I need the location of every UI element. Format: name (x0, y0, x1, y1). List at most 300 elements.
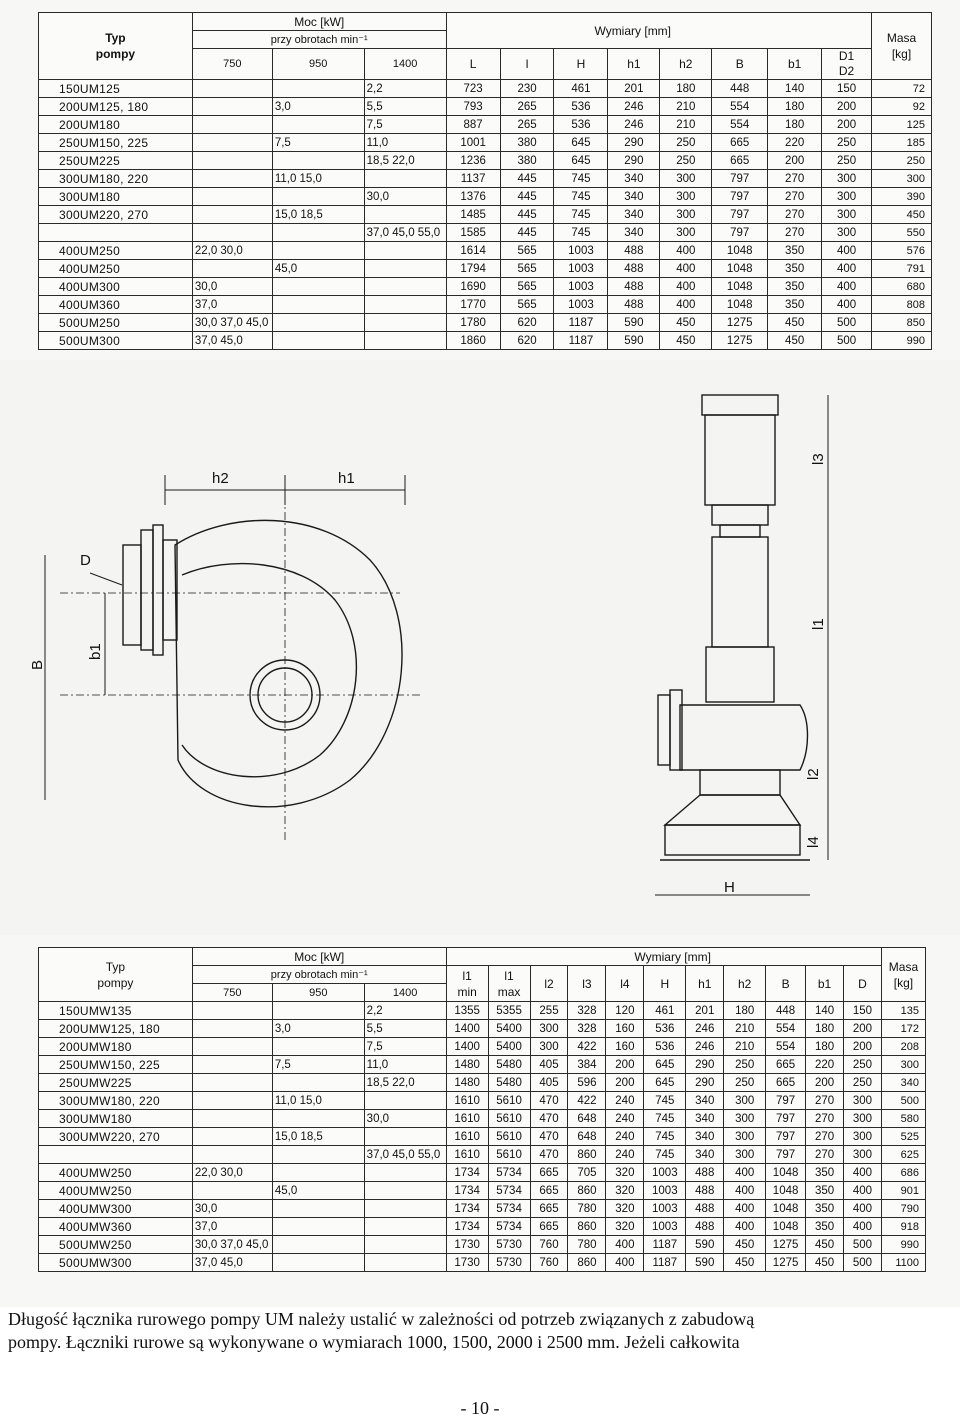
dim-col-7 (822, 49, 872, 80)
rpm-0: 750 (192, 49, 272, 80)
dim-col-5 (644, 966, 686, 1002)
dim-col-label: L (469, 56, 477, 71)
pump-type: 300UM180 (39, 188, 193, 206)
dim-value: 1003 (644, 1200, 686, 1218)
dim-value: 665 (712, 152, 768, 170)
power-950 (272, 1038, 364, 1056)
power-750: 22,0 30,0 (192, 1164, 272, 1182)
dim-value: 1137 (446, 170, 500, 188)
dim-value: 400 (822, 296, 872, 314)
dim-value: 300 (822, 224, 872, 242)
dim-value: 5400 (488, 1020, 530, 1038)
power-950 (272, 1002, 364, 1020)
caption-line-2: pompy. Łączniki rurowe są wykonywane o wymiarach 1000, 1500, 2000 i 2500 mm. Jeżeli całkowita (8, 1332, 740, 1352)
dim-col-label: D1 D2 (838, 49, 855, 78)
dim-value: 290 (608, 152, 660, 170)
mass-value: 990 (881, 1236, 925, 1254)
power-1400: 37,0 45,0 55,0 (364, 224, 446, 242)
power-750 (192, 152, 272, 170)
dim-value: 797 (712, 188, 768, 206)
power-750: 37,0 45,0 (192, 332, 272, 350)
label-l2: l2 (805, 768, 822, 780)
type-header-2 (39, 948, 193, 1002)
power-750 (192, 260, 272, 278)
dim-value: 1187 (644, 1254, 686, 1272)
mass-value: 791 (872, 260, 932, 278)
dim-value: 5734 (488, 1218, 530, 1236)
pump-type: 500UM250 (39, 314, 193, 332)
dim-value: 554 (712, 98, 768, 116)
dim-col-label: l2 (544, 976, 554, 991)
mass-value: 850 (872, 314, 932, 332)
mass-value: 72 (872, 80, 932, 98)
dim-value: 590 (686, 1254, 724, 1272)
dim-value: 210 (724, 1020, 766, 1038)
label-B: B (29, 659, 46, 670)
dim-col-1 (488, 966, 530, 1002)
power-1400 (364, 332, 446, 350)
table-row (39, 1038, 926, 1056)
power-750 (192, 134, 272, 152)
dim-value: 400 (724, 1164, 766, 1182)
power-750 (192, 1146, 272, 1164)
dim-value: 470 (530, 1128, 568, 1146)
dim-value: 565 (500, 242, 554, 260)
pump-type: 300UM220, 270 (39, 206, 193, 224)
dim-value: 1187 (554, 332, 608, 350)
pump-type: 200UMW180 (39, 1038, 193, 1056)
mass-value: 525 (881, 1128, 925, 1146)
dim-col-9 (806, 966, 844, 1002)
mass-value: 680 (872, 278, 932, 296)
dim-value: 780 (568, 1200, 606, 1218)
dim-value: 1400 (446, 1020, 488, 1038)
dim-value: 1734 (446, 1164, 488, 1182)
dim-value: 1275 (712, 332, 768, 350)
dim-value: 5610 (488, 1128, 530, 1146)
dim-value: 400 (724, 1200, 766, 1218)
dim-value: 300 (844, 1110, 882, 1128)
power-750: 37,0 (192, 1218, 272, 1236)
dim-value: 250 (822, 152, 872, 170)
pump-type (39, 224, 193, 242)
pump-type: 300UMW220, 270 (39, 1128, 193, 1146)
dim-col-7 (724, 966, 766, 1002)
mass-value: 300 (872, 170, 932, 188)
mass-value: 92 (872, 98, 932, 116)
table-row (39, 1146, 926, 1164)
dim-value: 350 (806, 1200, 844, 1218)
dim-value: 797 (766, 1146, 806, 1164)
table-row (39, 260, 932, 278)
dim-value: 705 (568, 1164, 606, 1182)
power-1400: 5,5 (364, 98, 446, 116)
dim-value: 180 (724, 1002, 766, 1020)
dim-value: 445 (500, 224, 554, 242)
power-1400 (364, 170, 446, 188)
power-1400 (364, 242, 446, 260)
power-750: 22,0 30,0 (192, 242, 272, 260)
dim-value: 210 (724, 1038, 766, 1056)
dim-value: 290 (686, 1056, 724, 1074)
dim-value: 180 (768, 98, 822, 116)
dim-value: 488 (686, 1164, 724, 1182)
power-950: 15,0 18,5 (272, 206, 364, 224)
power-1400 (364, 260, 446, 278)
dim-value: 1048 (712, 296, 768, 314)
dim-col-4 (660, 49, 712, 80)
dim-value: 1003 (554, 278, 608, 296)
power-1400 (364, 206, 446, 224)
dim-col-6 (768, 49, 822, 80)
power-950 (272, 188, 364, 206)
dim-value: 1048 (712, 278, 768, 296)
pump-type: 300UMW180, 220 (39, 1092, 193, 1110)
dim-value: 665 (530, 1200, 568, 1218)
dim-value: 860 (568, 1146, 606, 1164)
dim-value: 1734 (446, 1200, 488, 1218)
mass-header-2-label: Masa [kg] (888, 959, 919, 990)
pump-type: 300UM180, 220 (39, 170, 193, 188)
label-h2: h2 (212, 470, 229, 487)
dim-value: 488 (608, 278, 660, 296)
dim-value: 320 (606, 1218, 644, 1236)
dim-value: 5480 (488, 1056, 530, 1074)
dim-value: 450 (660, 314, 712, 332)
dim-value: 648 (568, 1128, 606, 1146)
dim-value: 461 (644, 1002, 686, 1020)
dim-value: 5355 (488, 1002, 530, 1020)
power-1400 (364, 1218, 446, 1236)
dim-value: 488 (686, 1200, 724, 1218)
dim-value: 1860 (446, 332, 500, 350)
dim-value: 590 (608, 314, 660, 332)
dim-value: 250 (660, 152, 712, 170)
dim-col-8 (766, 966, 806, 1002)
power-1400: 18,5 22,0 (364, 1074, 446, 1092)
table-row (39, 1128, 926, 1146)
mass-value: 390 (872, 188, 932, 206)
power-750: 30,0 (192, 1200, 272, 1218)
dim-value: 887 (446, 116, 500, 134)
dim-value: 860 (568, 1218, 606, 1236)
pump-type: 400UMW250 (39, 1164, 193, 1182)
rpm-2: 1400 (364, 49, 446, 80)
dim-value: 860 (568, 1182, 606, 1200)
dim-value: 1610 (446, 1110, 488, 1128)
dim-value: 350 (768, 242, 822, 260)
dim-value: 340 (686, 1092, 724, 1110)
dim-value: 488 (686, 1218, 724, 1236)
dim-value: 240 (606, 1146, 644, 1164)
power-750 (192, 80, 272, 98)
table-row (39, 278, 932, 296)
dim-value: 1003 (554, 260, 608, 278)
dim-value: 265 (500, 116, 554, 134)
mass-value: 172 (881, 1020, 925, 1038)
dims-header: Wymiary [mm] (446, 13, 871, 49)
dim-value: 1275 (766, 1236, 806, 1254)
dim-value: 300 (660, 170, 712, 188)
dim-col-label: l3 (582, 976, 592, 991)
dim-value: 1585 (446, 224, 500, 242)
power-950: 7,5 (272, 1056, 364, 1074)
mass-header (872, 13, 932, 80)
table-row (39, 1254, 926, 1272)
dim-value: 380 (500, 152, 554, 170)
power-950 (272, 1218, 364, 1236)
dim-value: 645 (554, 134, 608, 152)
pump-type: 200UM125, 180 (39, 98, 193, 116)
power-1400: 11,0 (364, 134, 446, 152)
power-750 (192, 98, 272, 116)
dim-value: 400 (660, 296, 712, 314)
power-750: 37,0 45,0 (192, 1254, 272, 1272)
dim-value: 450 (768, 314, 822, 332)
dim-value: 210 (660, 98, 712, 116)
power-750 (192, 1092, 272, 1110)
dim-value: 340 (608, 188, 660, 206)
mass-value: 450 (872, 206, 932, 224)
pump-type: 400UM300 (39, 278, 193, 296)
dim-value: 422 (568, 1092, 606, 1110)
dim-value: 1187 (644, 1236, 686, 1254)
power-1400: 2,2 (364, 80, 446, 98)
dim-value: 645 (644, 1074, 686, 1092)
dim-value: 5730 (488, 1254, 530, 1272)
dim-value: 290 (608, 134, 660, 152)
pump-type: 500UM300 (39, 332, 193, 350)
mass-value: 576 (872, 242, 932, 260)
dim-value: 536 (554, 116, 608, 134)
dim-value: 1003 (644, 1164, 686, 1182)
power-1400 (364, 1236, 446, 1254)
dim-value: 536 (644, 1020, 686, 1038)
pump-type: 200UMW125, 180 (39, 1020, 193, 1038)
power-950: 15,0 18,5 (272, 1128, 364, 1146)
dim-value: 1734 (446, 1182, 488, 1200)
dim-value: 300 (530, 1038, 568, 1056)
table-row (39, 1074, 926, 1092)
dim-value: 797 (712, 170, 768, 188)
table-row (39, 188, 932, 206)
dim-value: 745 (554, 170, 608, 188)
pump-type: 400UMW360 (39, 1218, 193, 1236)
power-header: Moc [kW] (192, 13, 446, 31)
mass-value: 250 (872, 152, 932, 170)
dim-value: 300 (530, 1020, 568, 1038)
dim-value: 1275 (766, 1254, 806, 1272)
dim-value: 300 (724, 1146, 766, 1164)
dim-value: 246 (608, 98, 660, 116)
dim-value: 1187 (554, 314, 608, 332)
pump-type: 400UMW300 (39, 1200, 193, 1218)
dim-value: 760 (530, 1254, 568, 1272)
dim-value: 150 (822, 80, 872, 98)
dim-value: 450 (768, 332, 822, 350)
dim-value: 200 (844, 1038, 882, 1056)
dim-value: 1730 (446, 1236, 488, 1254)
dim-value: 300 (822, 170, 872, 188)
dim-value: 246 (686, 1038, 724, 1056)
table-row (39, 332, 932, 350)
dim-value: 320 (606, 1182, 644, 1200)
dim-value: 350 (806, 1182, 844, 1200)
dim-value: 5400 (488, 1038, 530, 1056)
dim-value: 350 (806, 1218, 844, 1236)
power-950 (272, 1164, 364, 1182)
dim-value: 270 (768, 188, 822, 206)
power-1400 (364, 1092, 446, 1110)
dim-value: 300 (660, 206, 712, 224)
dim-value: 180 (768, 116, 822, 134)
label-b1: b1 (87, 643, 104, 660)
dim-value: 554 (766, 1020, 806, 1038)
dim-col-0 (446, 966, 488, 1002)
pump-type: 150UM125 (39, 80, 193, 98)
dim-value: 1048 (766, 1200, 806, 1218)
power-950 (272, 314, 364, 332)
dim-value: 350 (768, 296, 822, 314)
label-H: H (724, 879, 735, 896)
power-750 (192, 206, 272, 224)
dim-value: 793 (446, 98, 500, 116)
dim-value: 300 (724, 1110, 766, 1128)
power-1400 (364, 1128, 446, 1146)
power-1400: 7,5 (364, 1038, 446, 1056)
dim-value: 270 (768, 170, 822, 188)
dim-value: 780 (568, 1236, 606, 1254)
table-row (39, 116, 932, 134)
dim-value: 565 (500, 296, 554, 314)
dim-value: 1480 (446, 1074, 488, 1092)
dim-value: 5734 (488, 1182, 530, 1200)
dim-col-label: h1 (627, 56, 641, 71)
dim-value: 1001 (446, 134, 500, 152)
dim-value: 797 (766, 1092, 806, 1110)
table-row (39, 152, 932, 170)
dim-col-label: l4 (620, 976, 630, 991)
dim-value: 5734 (488, 1200, 530, 1218)
rpm-1: 950 (272, 49, 364, 80)
pump-type: 200UM180 (39, 116, 193, 134)
dim-value: 797 (766, 1110, 806, 1128)
pump-type: 250UMW150, 225 (39, 1056, 193, 1074)
dim-value: 745 (554, 224, 608, 242)
table-row (39, 1056, 926, 1074)
power-1400 (364, 278, 446, 296)
pump-type (39, 1146, 193, 1164)
dim-value: 160 (606, 1020, 644, 1038)
dim-col-2 (554, 49, 608, 80)
power-1400 (364, 1254, 446, 1272)
dim-col-label: b1 (817, 976, 832, 991)
table-row (39, 242, 932, 260)
dim-value: 180 (806, 1020, 844, 1038)
label-l1: l1 (810, 618, 827, 630)
dim-value: 200 (822, 116, 872, 134)
label-l3: l3 (810, 453, 827, 465)
dim-value: 1236 (446, 152, 500, 170)
dim-value: 488 (686, 1182, 724, 1200)
table-row (39, 206, 932, 224)
power-750 (192, 170, 272, 188)
mass-header-2 (881, 948, 925, 1002)
pump-type: 400UM250 (39, 242, 193, 260)
caption-line-1: Długość łącznika rurowego pompy UM należy ustalić w zależności od potrzeb związanych z zabudową (8, 1309, 755, 1329)
dim-value: 450 (806, 1254, 844, 1272)
label-l4: l4 (805, 836, 822, 848)
dim-value: 1376 (446, 188, 500, 206)
dim-value: 400 (844, 1200, 882, 1218)
dim-value: 210 (660, 116, 712, 134)
dim-col-3 (568, 966, 606, 1002)
dim-value: 246 (608, 116, 660, 134)
dim-value: 590 (608, 332, 660, 350)
dim-value: 120 (606, 1002, 644, 1020)
mass-value: 135 (881, 1002, 925, 1020)
dim-value: 328 (568, 1002, 606, 1020)
dim-value: 220 (806, 1056, 844, 1074)
power-1400: 18,5 22,0 (364, 152, 446, 170)
power-750 (192, 1020, 272, 1038)
dim-value: 1048 (766, 1218, 806, 1236)
dim-value: 1275 (712, 314, 768, 332)
dim-value: 1690 (446, 278, 500, 296)
type-header-label: Typ pompy (95, 31, 136, 61)
dim-value: 1048 (712, 242, 768, 260)
dim-value: 220 (768, 134, 822, 152)
pump-type: 400UM250 (39, 260, 193, 278)
power-1400 (364, 1182, 446, 1200)
dim-col-10 (844, 966, 882, 1002)
dim-value: 1770 (446, 296, 500, 314)
dim-value: 290 (686, 1074, 724, 1092)
dim-value: 5480 (488, 1074, 530, 1092)
dim-value: 200 (806, 1074, 844, 1092)
dim-value: 1003 (554, 242, 608, 260)
dim-value: 250 (724, 1074, 766, 1092)
dim-value: 590 (686, 1236, 724, 1254)
dim-value: 450 (724, 1236, 766, 1254)
pump-type: 500UMW250 (39, 1236, 193, 1254)
type-header-2-label: Typ pompy (97, 959, 134, 990)
dim-value: 246 (686, 1020, 724, 1038)
dim-col-label: H (576, 56, 586, 71)
dim-value: 554 (712, 116, 768, 134)
dim-value: 200 (822, 98, 872, 116)
dim-value: 470 (530, 1146, 568, 1164)
dim-value: 1734 (446, 1218, 488, 1236)
dim-value: 1003 (554, 296, 608, 314)
dim-value: 400 (822, 242, 872, 260)
dim-value: 1003 (644, 1182, 686, 1200)
dim-value: 400 (844, 1164, 882, 1182)
mass-value: 208 (881, 1038, 925, 1056)
dim-value: 200 (606, 1074, 644, 1092)
power-750 (192, 1182, 272, 1200)
dim-value: 250 (844, 1074, 882, 1092)
dim-value: 536 (644, 1038, 686, 1056)
dim-value: 400 (724, 1182, 766, 1200)
dim-value: 340 (608, 224, 660, 242)
power-950 (272, 80, 364, 98)
dim-value: 180 (806, 1038, 844, 1056)
um-dimensions-table (38, 12, 932, 350)
power-header-2: Moc [kW] (192, 948, 446, 966)
dims-header-2: Wymiary [mm] (446, 948, 881, 966)
power-1400: 7,5 (364, 116, 446, 134)
